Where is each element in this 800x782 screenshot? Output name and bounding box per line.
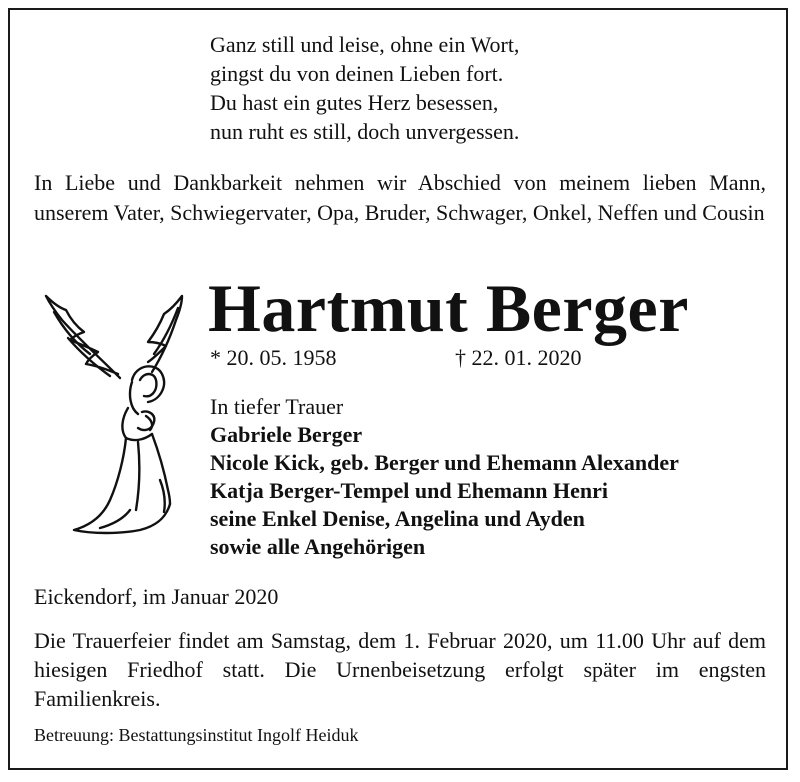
- mourner-name: Katja Berger-Tempel und Ehemann Henri: [210, 478, 609, 503]
- intro-text: In Liebe und Dankbarkeit nehmen wir Abschied von meinem lieben Mann, unserem Vater, Schwiegervater, Opa, Bruder, Schwager, Onkel, Neffen und Cousin: [34, 170, 766, 225]
- death-date: † 22. 01. 2020: [455, 345, 582, 370]
- place-date: Eickendorf, im Januar 2020: [34, 584, 279, 609]
- mourner-name: Nicole Kick, geb. Berger und Ehemann Alexander: [210, 450, 679, 475]
- funeral-home-credit: Betreuung: Bestattungsinstitut Ingolf Heiduk: [34, 725, 359, 745]
- poem-line: Ganz still und leise, ohne ein Wort,: [210, 32, 520, 57]
- mourner-name: seine Enkel Denise, Angelina und Ayden: [210, 506, 585, 531]
- angel-icon: [40, 290, 190, 540]
- mourners-heading: In tiefer Trauer: [210, 394, 344, 419]
- poem: [210, 30, 519, 146]
- mourner-name: sowie alle Angehörigen: [210, 534, 426, 559]
- poem-line: nun ruht es still, doch unvergessen.: [210, 119, 520, 144]
- service-text: Die Trauerfeier findet am Samstag, dem 1. Februar 2020, um 11.00 Uhr auf dem hiesigen Friedhof statt. Die Urnenbeisetzung erfolgt später im engsten Familienkreis.: [34, 628, 766, 711]
- deceased-name: Hartmut Berger: [208, 270, 689, 346]
- mourner-name: Gabriele Berger: [210, 422, 363, 447]
- birth-date: * 20. 05. 1958: [210, 345, 337, 370]
- mourners-block: [210, 393, 679, 561]
- poem-line: Du hast ein gutes Herz besessen,: [210, 90, 499, 115]
- poem-line: gingst du von deinen Lieben fort.: [210, 61, 504, 86]
